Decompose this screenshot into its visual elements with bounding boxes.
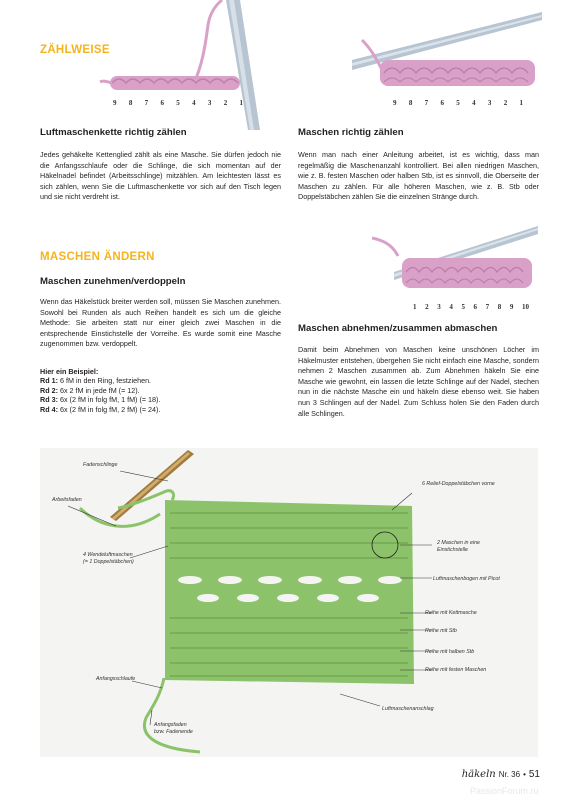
text-zunehmen [40, 297, 281, 350]
decrease-illustration [372, 226, 538, 294]
decrease-number: 6 [473, 303, 478, 311]
decrease-number: 7 [485, 303, 490, 311]
label-line: bzw. Fadenende [154, 728, 193, 735]
footer-bullet: • [523, 770, 526, 779]
page-number: 51 [528, 769, 540, 780]
stitches-illustration [352, 0, 542, 115]
crochet-sample-photo [40, 448, 538, 757]
decrease-number: 8 [497, 303, 502, 311]
label-line: Anfangsfaden [154, 722, 187, 728]
chain-number: 1 [239, 99, 243, 107]
stitch-count-labels [393, 99, 523, 107]
label-kettmasche: Reihe mit Kettmasche [425, 610, 477, 616]
stitch-number: 6 [440, 99, 444, 107]
paragraph: Wenn das Häkelstück breiter werden soll, müssen Sie Maschen zunehmen. Sowohl bei Runden als auch Reihen handelt es sich um die gleiche Methode: Sie arbeiten statt nur einer gleich zwei Maschen in die entsprechende Einstichstelle der Vorreihe. Es wurde somit eine Masche zugenommen bzw. verdoppelt. [40, 297, 281, 349]
stitch-number: 7 [424, 99, 429, 107]
example-row [40, 405, 281, 414]
stitches-photo [352, 0, 542, 115]
chain-number: 2 [223, 99, 228, 107]
chain-number: 3 [207, 99, 212, 107]
example-row [40, 386, 281, 395]
round-text: 6 fM in den Ring, festziehen. [57, 376, 152, 386]
chain-number: 9 [113, 99, 117, 107]
stitch-number: 3 [487, 99, 492, 107]
round-label: Rd 4: [40, 404, 58, 414]
example-title: Hier ein Beispiel: [40, 367, 99, 376]
chain-number: 6 [160, 99, 164, 107]
paragraph: Wenn man nach einer Anleitung arbeitet, ist es wichtig, dass man regelmäßig die Maschenanzahl kontrolliert. Bei allen niedrigen Maschen, wie z. B. festen Maschen oder halben Stb, ist es sinnvoll, die Oberseite der Maschen zu zählen. Für alle höheren Maschen, wie z. B. Stb oder Doppelstäbchen zählen Sie die einzelnen Stränge durch. [298, 150, 539, 202]
label-luftmaschenbogen: Luftmaschenbogen mit Picot [433, 576, 500, 582]
round-text: 6x (2 fM in folg fM, 1 fM) (= 18). [57, 395, 161, 405]
example-block [40, 367, 281, 414]
label-zwei-maschen [437, 540, 480, 553]
chain-count-labels [113, 99, 243, 107]
chain-number: 5 [176, 99, 180, 107]
label-line: (= 1 Doppelstäbchen) [83, 558, 134, 565]
stitch-number: 1 [519, 99, 523, 107]
round-text: 6x (2 fM in folg fM, 2 fM) (= 24). [57, 404, 161, 414]
heading-zunehmen: Maschen zunehmen/verdoppeln [40, 276, 186, 287]
decrease-number: 4 [449, 303, 453, 311]
example-row [40, 395, 281, 404]
decrease-number: 2 [425, 303, 429, 311]
paragraph: Jedes gehäkelte Kettenglied zählt als eine Masche. Sie dürfen jedoch nie die Anfangsschlaufe oder die Schlinge, die sich momentan auf der Häkelnadel befindet (Arbeitsschlinge) mitzählen. Am leichtesten lässt es sich zählen, wenn Sie die Luftmaschenkette vor sich auf den Tisch legen und sie nicht verdreht ist. [40, 150, 281, 202]
stitch-number: 4 [472, 99, 476, 107]
stitch-number: 2 [503, 99, 508, 107]
heading-maschen-zaehlen: Maschen richtig zählen [298, 127, 404, 138]
round-text: 6x 2 fM in jede fM (= 12). [57, 385, 140, 395]
decrease-number: 9 [509, 303, 514, 311]
label-relief: 6 Relief-Doppelstäbchen vorne [422, 481, 495, 487]
text-maschen-zaehlen [298, 150, 539, 203]
decrease-photo [372, 226, 538, 294]
page-footer [430, 769, 540, 780]
decrease-number: 3 [437, 303, 441, 311]
chain-number: 4 [192, 99, 196, 107]
stitch-number: 9 [393, 99, 397, 107]
heading-luftmaschenkette: Luftmaschenkette richtig zählen [40, 127, 187, 138]
chain-number: 7 [144, 99, 149, 107]
decrease-number: 10 [521, 303, 529, 311]
stitch-number: 8 [408, 99, 413, 107]
label-line: Einstichstelle [437, 546, 468, 553]
round-label: Rd 1: [40, 376, 58, 386]
heading-abnehmen: Maschen abnehmen/zusammen abmaschen [298, 323, 498, 334]
chain-photo [98, 0, 284, 130]
magazine-name: häkeln [461, 769, 496, 780]
label-line: 2 Maschen in eine [437, 540, 480, 546]
decrease-number: 5 [461, 303, 465, 311]
round-label: Rd 2: [40, 385, 58, 395]
label-halbe-stb: Reihe mit halben Stb [425, 649, 475, 655]
section-title-zaehlweise: ZÄHLWEISE [40, 44, 110, 56]
label-anfangsfaden [154, 722, 193, 735]
label-arbeitsfaden: Arbeitsfaden [52, 497, 82, 503]
label-feste-maschen: Reihe mit festen Maschen [425, 667, 487, 673]
issue-number: Nr. 36 [498, 770, 521, 779]
round-label: Rd 3: [40, 395, 58, 405]
example-row [40, 376, 281, 385]
label-line: 4 Wendeluftmaschen [83, 552, 133, 558]
label-anfangsschlaufe: Anfangsschlaufe [96, 676, 136, 682]
section-title-maschen-aendern: MASCHEN ÄNDERN [40, 251, 155, 263]
chain-illustration [98, 0, 284, 130]
chain-number: 8 [128, 99, 133, 107]
label-luftmaschenanschlag: Luftmaschenanschlag [382, 706, 434, 712]
crochet-sample-illustration [40, 448, 538, 757]
text-abnehmen [298, 345, 539, 419]
label-fadenschlinge: Fadenschlinge [83, 462, 118, 468]
label-wendeluftmaschen [83, 552, 134, 565]
decrease-number: 1 [413, 303, 417, 311]
label-stb: Reihe mit Stb [425, 628, 457, 634]
decrease-count-labels [413, 303, 529, 311]
paragraph: Damit beim Abnehmen von Maschen keine unschönen Löcher im Häkelmuster entstehen, übergehen Sie nicht einfach eine Masche, sondern nehmen 2 Maschen zusammen ab. Zum Abnehmen häkeln Sie eine Masche wie gewohnt, ein lassen die letzte Schlinge auf der Nadel, stechen nun in die nächste Masche ein und häkeln diese ebenso weit. Sie haben nun 3 Schlingen auf der Nadel. Zum Schluss holen Sie den Faden durch alle Schlingen. [298, 345, 539, 418]
watermark: PassionForum.ru [470, 786, 539, 796]
text-luftmaschenkette [40, 150, 281, 203]
stitch-number: 5 [456, 99, 460, 107]
